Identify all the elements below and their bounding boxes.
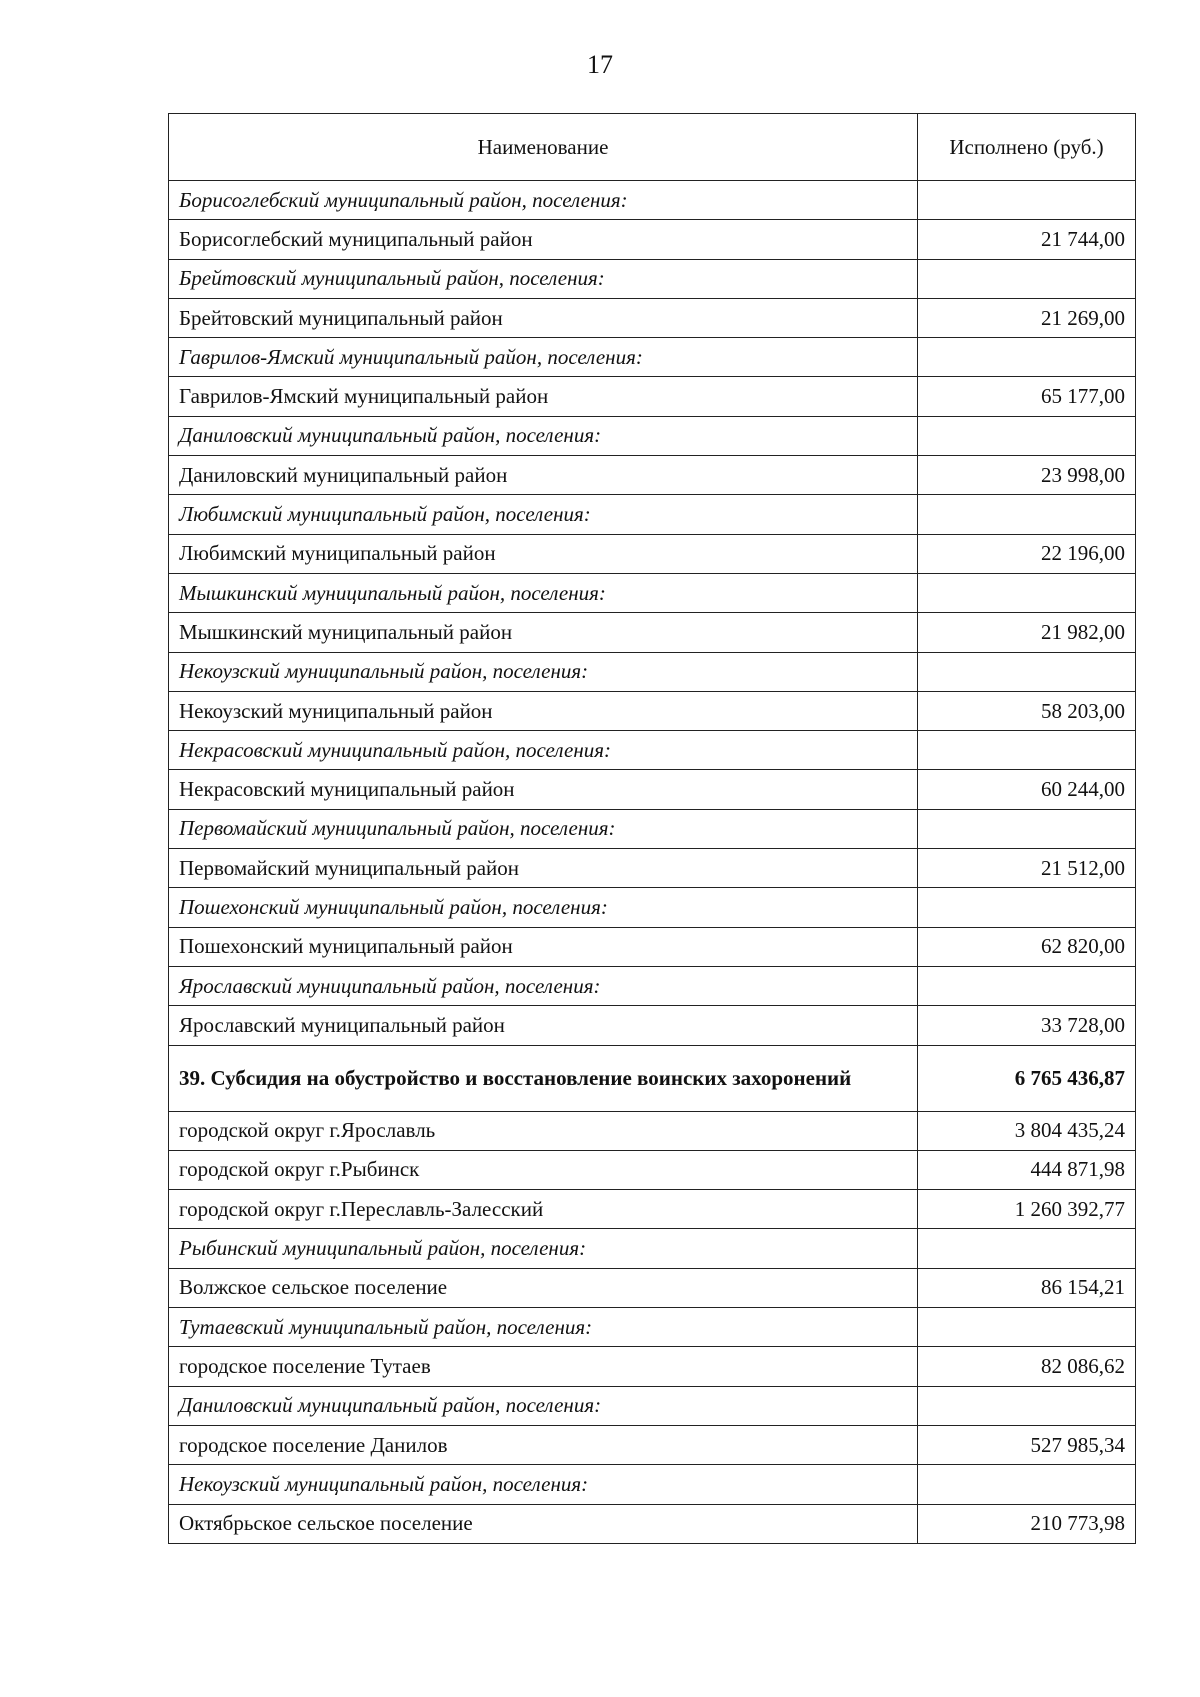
table-row	[169, 456, 1136, 495]
group-header-row	[169, 573, 1136, 612]
row-amount-cell	[918, 1308, 1136, 1347]
row-name-cell: Даниловский муниципальный район, поселения:	[169, 416, 918, 455]
row-name-cell: Первомайский муниципальный район	[169, 849, 918, 888]
row-amount-cell: 21 744,00	[918, 220, 1136, 259]
row-name-cell: Первомайский муниципальный район, поселения:	[169, 809, 918, 848]
row-amount-cell	[918, 731, 1136, 770]
row-name-cell: 39. Субсидия на обустройство и восстановление воинских захоронений	[169, 1045, 918, 1111]
row-amount-cell: 210 773,98	[918, 1504, 1136, 1543]
row-amount-cell: 22 196,00	[918, 534, 1136, 573]
table-row	[169, 613, 1136, 652]
table-row	[169, 1268, 1136, 1307]
row-name-cell: Борисоглебский муниципальный район	[169, 220, 918, 259]
row-amount-cell: 21 982,00	[918, 613, 1136, 652]
row-name-cell: Пошехонский муниципальный район	[169, 927, 918, 966]
row-name-cell: Некрасовский муниципальный район, поселения:	[169, 731, 918, 770]
row-name-cell: Ярославский муниципальный район, поселения:	[169, 966, 918, 1005]
table-row	[169, 534, 1136, 573]
table-row	[169, 1347, 1136, 1386]
row-name-cell: Даниловский муниципальный район	[169, 456, 918, 495]
row-amount-cell: 23 998,00	[918, 456, 1136, 495]
section-total-row	[169, 1045, 1136, 1111]
row-amount-cell: 60 244,00	[918, 770, 1136, 809]
table-header-row	[169, 114, 1136, 181]
row-amount-cell	[918, 1229, 1136, 1268]
row-amount-cell: 82 086,62	[918, 1347, 1136, 1386]
group-header-row	[169, 416, 1136, 455]
row-name-cell: Борисоглебский муниципальный район, поселения:	[169, 181, 918, 220]
row-amount-cell: 3 804 435,24	[918, 1111, 1136, 1150]
table-row	[169, 927, 1136, 966]
row-name-cell: Брейтовский муниципальный район	[169, 298, 918, 337]
table-row	[169, 691, 1136, 730]
row-amount-cell: 65 177,00	[918, 377, 1136, 416]
row-amount-cell: 33 728,00	[918, 1006, 1136, 1045]
row-amount-cell	[918, 1465, 1136, 1504]
group-header-row	[169, 495, 1136, 534]
group-header-row	[169, 966, 1136, 1005]
row-name-cell: городской округ г.Рыбинск	[169, 1150, 918, 1189]
row-amount-cell: 6 765 436,87	[918, 1045, 1136, 1111]
row-name-cell: Даниловский муниципальный район, поселения:	[169, 1386, 918, 1425]
table-row	[169, 770, 1136, 809]
row-amount-cell: 21 512,00	[918, 849, 1136, 888]
group-header-row	[169, 1465, 1136, 1504]
row-amount-cell	[918, 652, 1136, 691]
row-name-cell: Брейтовский муниципальный район, поселения:	[169, 259, 918, 298]
row-amount-cell: 21 269,00	[918, 298, 1136, 337]
row-name-cell: Тутаевский муниципальный район, поселения:	[169, 1308, 918, 1347]
column-header-amount: Исполнено (руб.)	[918, 114, 1136, 181]
table-row	[169, 377, 1136, 416]
row-name-cell: Некоузский муниципальный район, поселения:	[169, 652, 918, 691]
row-name-cell: Волжское сельское поселение	[169, 1268, 918, 1307]
table-row	[169, 1504, 1136, 1543]
row-name-cell: Любимский муниципальный район, поселения:	[169, 495, 918, 534]
group-header-row	[169, 652, 1136, 691]
row-name-cell: городской округ г.Ярославль	[169, 1111, 918, 1150]
row-amount-cell	[918, 259, 1136, 298]
row-name-cell: Гаврилов-Ямский муниципальный район	[169, 377, 918, 416]
row-amount-cell	[918, 573, 1136, 612]
row-amount-cell: 58 203,00	[918, 691, 1136, 730]
row-amount-cell	[918, 495, 1136, 534]
row-name-cell: городской округ г.Переславль-Залесский	[169, 1190, 918, 1229]
group-header-row	[169, 338, 1136, 377]
page-number: 17	[587, 50, 613, 79]
row-name-cell: Некоузский муниципальный район	[169, 691, 918, 730]
row-name-cell: Октябрьское сельское поселение	[169, 1504, 918, 1543]
row-name-cell: городское поселение Данилов	[169, 1425, 918, 1464]
group-header-row	[169, 888, 1136, 927]
table-row	[169, 1111, 1136, 1150]
group-header-row	[169, 731, 1136, 770]
table-row	[169, 1190, 1136, 1229]
group-header-row	[169, 1308, 1136, 1347]
table-body	[169, 181, 1136, 1544]
table-row	[169, 1425, 1136, 1464]
table-row	[169, 849, 1136, 888]
column-header-name: Наименование	[169, 114, 918, 181]
row-name-cell: Любимский муниципальный район	[169, 534, 918, 573]
row-amount-cell: 527 985,34	[918, 1425, 1136, 1464]
row-name-cell: Рыбинский муниципальный район, поселения:	[169, 1229, 918, 1268]
row-amount-cell	[918, 888, 1136, 927]
group-header-row	[169, 1386, 1136, 1425]
row-name-cell: Мышкинский муниципальный район	[169, 613, 918, 652]
table-row	[169, 220, 1136, 259]
row-amount-cell	[918, 416, 1136, 455]
row-amount-cell	[918, 966, 1136, 1005]
row-name-cell: Некрасовский муниципальный район	[169, 770, 918, 809]
group-header-row	[169, 259, 1136, 298]
row-name-cell: Мышкинский муниципальный район, поселения:	[169, 573, 918, 612]
group-header-row	[169, 1229, 1136, 1268]
row-name-cell: Некоузский муниципальный район, поселения:	[169, 1465, 918, 1504]
row-amount-cell	[918, 181, 1136, 220]
row-amount-cell: 1 260 392,77	[918, 1190, 1136, 1229]
group-header-row	[169, 181, 1136, 220]
table-row	[169, 1006, 1136, 1045]
row-amount-cell	[918, 809, 1136, 848]
table-row	[169, 1150, 1136, 1189]
row-name-cell: городское поселение Тутаев	[169, 1347, 918, 1386]
row-amount-cell	[918, 1386, 1136, 1425]
row-name-cell: Пошехонский муниципальный район, поселения:	[169, 888, 918, 927]
row-amount-cell: 62 820,00	[918, 927, 1136, 966]
group-header-row	[169, 809, 1136, 848]
table-row	[169, 298, 1136, 337]
report-table	[168, 113, 1136, 1544]
row-amount-cell	[918, 338, 1136, 377]
row-amount-cell: 444 871,98	[918, 1150, 1136, 1189]
row-name-cell: Гаврилов-Ямский муниципальный район, поселения:	[169, 338, 918, 377]
row-name-cell: Ярославский муниципальный район	[169, 1006, 918, 1045]
row-amount-cell: 86 154,21	[918, 1268, 1136, 1307]
